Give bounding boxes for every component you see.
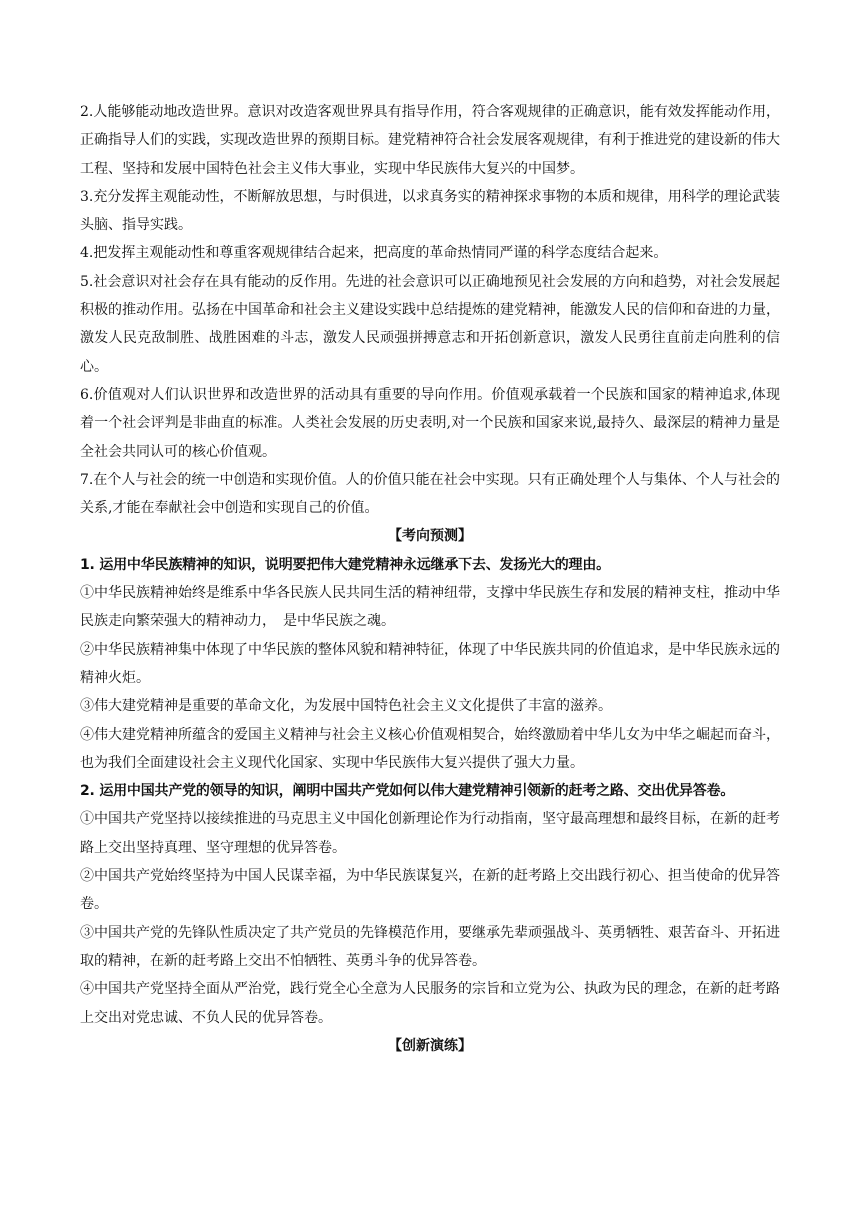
question-2-answer-3: ③中国共产党的先锋队性质决定了共产党员的先锋模范作用，要继承先辈顽强战斗、英勇牺牲、艰苦奋斗、开拓进取的精神，在新的赶考路上交出不怕牺牲、英勇斗争的优异答卷。 xyxy=(80,924,780,969)
point-7: 7.在个人与社会的统一中创造和实现价值。人的价值只能在社会中实现。只有正确处理个人与集体、个人与社会的关系,才能在奉献社会中创造和实现自己的价值。 xyxy=(80,471,780,517)
point-5: 5.社会意识对社会存在具有能动的反作用。先进的社会意识可以正确地预见社会发展的方向和趋势，对社会发展起积极的推动作用。弘扬在中国革命和社会主义建设实践中总结提炼的建党精神，能激发人民的信仰和奋进的力量，激发人民克敌制胜、战胜困难的斗志，激发人民顽强拼搏意志和开拓创新意识，激发人民勇往直前走向胜利的信心。 xyxy=(80,273,780,375)
point-3: 3.充分发挥主观能动性，不断解放思想，与时俱进，以求真务实的精神探求事物的本质和规律，用科学的理论武装头脑、指导实践。 xyxy=(80,188,780,234)
question-1-title: 1. 运用中华民族精神的知识，说明要把伟大建党精神永远继承下去、发扬光大的理由。 xyxy=(80,556,610,573)
section-heading-practice: 【创新演练】 xyxy=(388,1037,472,1054)
question-2-answer-2: ②中国共产党始终坚持为中国人民谋幸福，为中华民族谋复兴，在新的赶考路上交出践行初心、担当使命的优异答卷。 xyxy=(80,868,780,913)
question-2-answer-1: ①中国共产党坚持以接续推进的马克思主义中国化创新理论作为行动指南，坚守最高理想和最终目标，在新的赶考路上交出坚持真理、坚守理想的优异答卷。 xyxy=(80,811,780,856)
question-1-answer-1: ①中华民族精神始终是维系中华各民族人民共同生活的精神纽带，支撑中华民族生存和发展的精神支柱，推动中华民族走向繁荣强大的精神动力， 是中华民族之魂。 xyxy=(80,585,780,630)
question-2-title: 2. 运用中国共产党的领导的知识，阐明中国共产党如何以伟大建党精神引领新的赶考之路、交出优异答卷。 xyxy=(80,783,735,800)
question-1-answer-2: ②中华民族精神集中体现了中华民族的整体风貌和精神特征，体现了中华民族共同的价值追求，是中华民族永远的精神火炬。 xyxy=(80,641,780,686)
question-2-answer-4: ④中国共产党坚持全面从严治党，践行党全心全意为人民服务的宗旨和立党为公、执政为民的理念，在新的赶考路上交出对党忠诚、不负人民的优异答卷。 xyxy=(80,981,780,1026)
section-heading-forecast: 【考向预测】 xyxy=(388,528,472,545)
question-1-answer-4: ④伟大建党精神所蕴含的爱国主义精神与社会主义核心价值观相契合，始终激励着中华儿女为中华之崛起而奋斗，也为我们全面建设社会主义现代化国家、实现中华民族伟大复兴提供了强大力量。 xyxy=(80,726,780,771)
point-2: 2.人能够能动地改造世界。意识对改造客观世界具有指导作用，符合客观规律的正确意识，能有效发挥能动作用，正确指导人们的实践，实现改造世界的预期目标。建党精神符合社会发展客观规律，有利于推进党的建设新的伟大工程、坚持和发展中国特色社会主义伟大事业，实现中华民族伟大复兴的中国梦。 xyxy=(80,104,780,177)
document-page xyxy=(80,98,780,1060)
point-6: 6.价值观对人们认识世界和改造世界的活动具有重要的导向作用。价值观承载着一个民族和国家的精神追求,体现着一个社会评判是非曲直的标准。人类社会发展的历史表明,对一个民族和国家来说,最持久、最深层的精神力量是全社会共同认可的核心价值观。 xyxy=(80,386,780,460)
point-4: 4.把发挥主观能动性和尊重客观规律结合起来，把高度的革命热情同严谨的科学态度结合起来。 xyxy=(80,245,668,262)
question-1-answer-3: ③伟大建党精神是重要的革命文化，为发展中国特色社会主义文化提供了丰富的滋养。 xyxy=(80,698,612,715)
